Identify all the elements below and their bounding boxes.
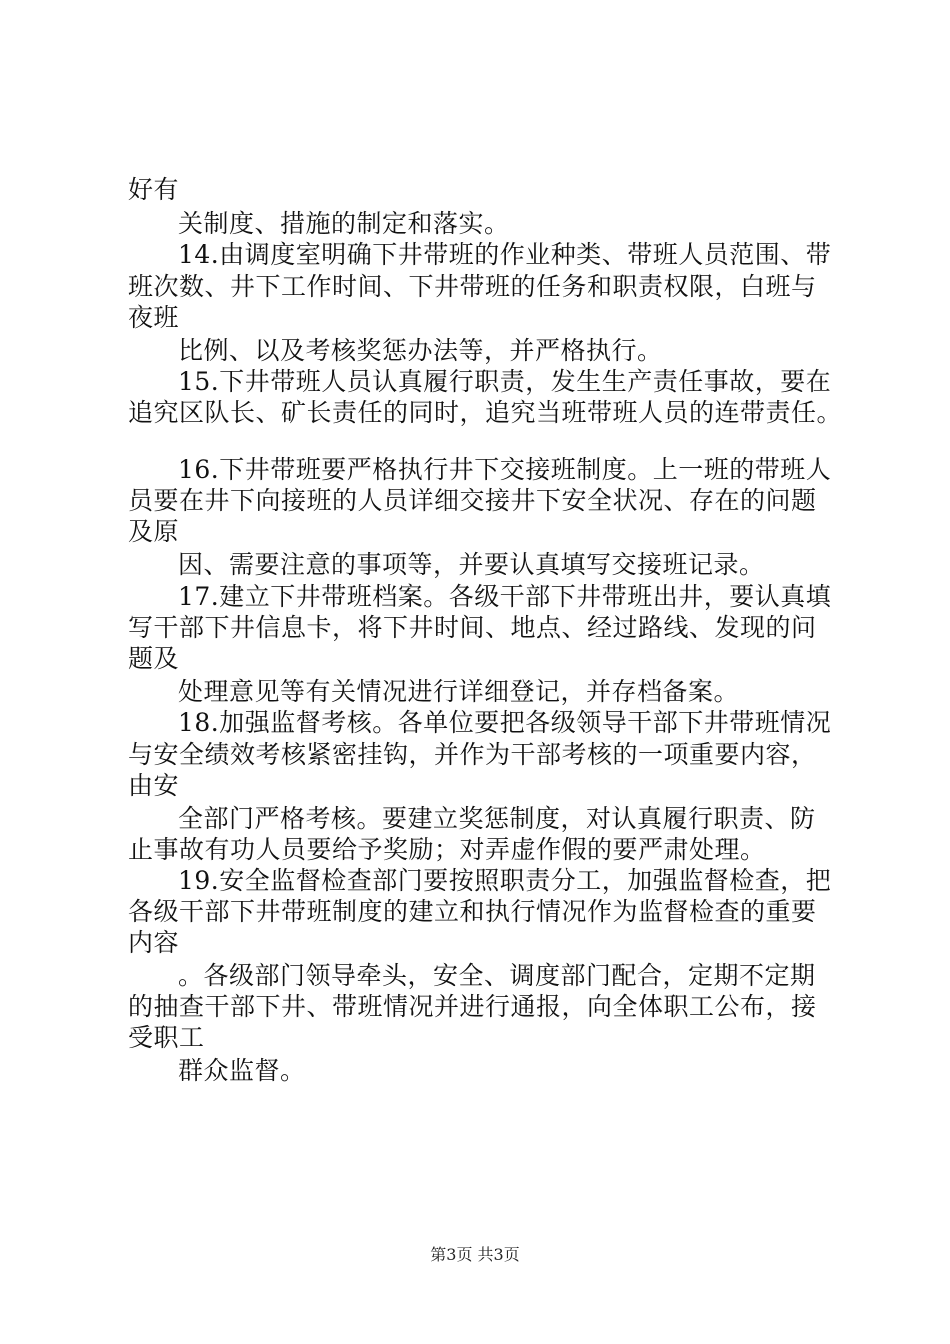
text-line: 追究区队长、矿长责任的同时，追究当班带班人员的连带责任。 — [128, 398, 843, 427]
page-footer: 第3页 共3页 — [430, 1245, 520, 1264]
text-line: 写干部下井信息卡，将下井时间、地点、经过路线、发现的问 — [128, 613, 817, 642]
text-line: 夜班 — [128, 303, 180, 332]
text-line: 班次数、井下工作时间、下井带班的任务和职责权限，白班与 — [128, 272, 817, 301]
text-line: 群众监督。 — [178, 1056, 306, 1085]
text-line: 17.建立下井带班档案。各级干部下井带班出井，要认真填 — [178, 582, 832, 611]
text-line: 15.下井带班人员认真履行职责，发生生产责任事故，要在 — [178, 367, 832, 396]
text-line: 。各级部门领导牵头，安全、调度部门配合，定期不定期 — [178, 961, 816, 990]
text-line: 16.下井带班要严格执行井下交接班制度。上一班的带班人 — [178, 455, 832, 484]
text-line: 及原 — [128, 517, 180, 546]
text-line: 由安 — [128, 771, 180, 800]
text-line: 员要在井下向接班的人员详细交接井下安全状况、存在的问题 — [128, 486, 817, 515]
text-line: 的抽查干部下井、带班情况并进行通报，向全体职工公布，接 — [128, 992, 817, 1021]
text-line: 全部门严格考核。要建立奖惩制度，对认真履行职责、防 — [178, 804, 816, 833]
text-line: 止事故有功人员要给予奖励；对弄虚作假的要严肃处理。 — [128, 835, 766, 864]
text-line: 19.安全监督检查部门要按照职责分工，加强监督检查，把 — [178, 866, 832, 895]
text-line: 关制度、措施的制定和落实。 — [178, 209, 510, 238]
text-line: 题及 — [128, 644, 180, 673]
text-line: 比例、以及考核奖惩办法等，并严格执行。 — [178, 336, 663, 365]
text-line: 处理意见等有关情况进行详细登记，并存档备案。 — [178, 677, 740, 706]
text-line: 18.加强监督考核。各单位要把各级领导干部下井带班情况 — [178, 708, 832, 737]
text-line: 与安全绩效考核紧密挂钩，并作为干部考核的一项重要内容， — [128, 740, 817, 769]
text-line: 好有 — [128, 175, 180, 204]
text-line: 14.由调度室明确下井带班的作业种类、带班人员范围、带 — [178, 240, 832, 269]
text-line: 各级干部下井带班制度的建立和执行情况作为监督检查的重要 — [128, 897, 817, 926]
text-line: 受职工 — [128, 1023, 205, 1052]
text-line: 内容 — [128, 928, 180, 957]
text-line: 因、需要注意的事项等，并要认真填写交接班记录。 — [178, 550, 765, 579]
